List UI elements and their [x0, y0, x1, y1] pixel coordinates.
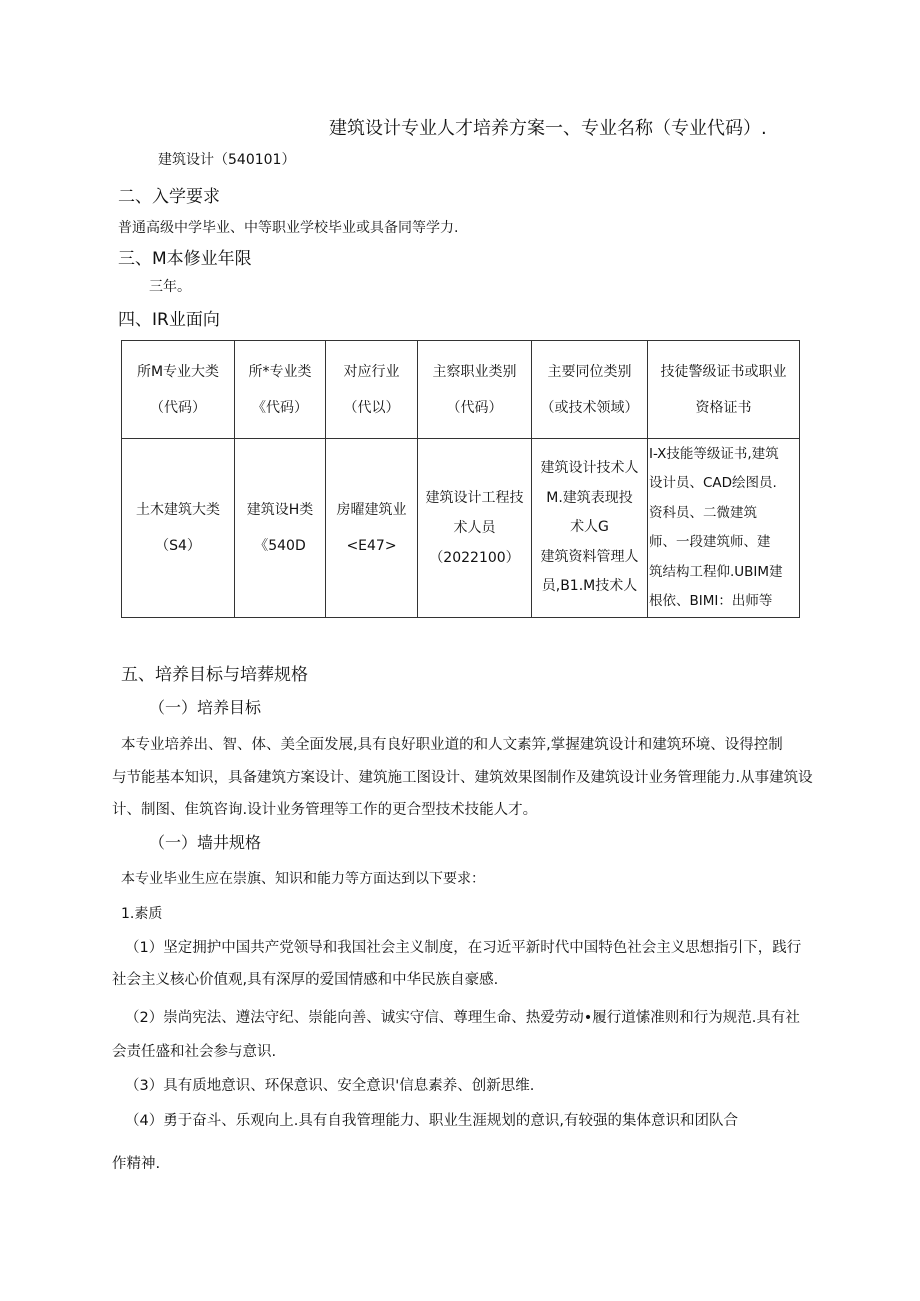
- section-5b-intro: 本专业毕业生应在崇旗、知识和能力等方面达到以下要求：: [121, 871, 485, 887]
- header-cell: 所M专业大类 （代码）: [122, 341, 235, 439]
- list-item: （2）崇尚宪法、遵法守纪、崇能向善、诚实守信、尊理生命、热爱劳动•履行道愫准则和行为规范.具有社: [125, 1010, 800, 1026]
- header-cell: 主察职业类别 （代码）: [418, 341, 532, 439]
- header-cell: 所*专业类 《代码）: [235, 341, 326, 439]
- header-cell: 对应行业 （代以）: [326, 341, 418, 439]
- list-item: 社会主义核心价值观,具有深厚的爱国情感和中华民族自豪感.: [112, 972, 499, 988]
- section-5b-heading: （一）墙井规格: [149, 833, 262, 852]
- paragraph-line: 计、制图、隹筑咨询.设计业务管理等工作的更合型技术技能人才。: [112, 802, 538, 818]
- section-2-heading: 二、入学要求: [118, 187, 220, 207]
- occupation-table: [121, 340, 800, 618]
- list-item: （4）勇于奋斗、乐观向上.具有自我管理能力、职业生涯规划的意识,有较强的集体意识和团队合: [125, 1113, 738, 1129]
- header-cell: 技徒警级证书或职业 资格证书: [648, 341, 800, 439]
- table-cell: I-X技能等级证书,建筑 设计员、CAD绘图员. 资科员、二微建筑 师、一段建筑师、建 筑结构工程仰.UBIM建 根依、BIMI：出师等: [648, 439, 800, 618]
- major-name-line: 建筑设计（540101）: [158, 152, 296, 168]
- list-item: 会责任盛和社会参与意识.: [112, 1044, 277, 1060]
- table-cell: 房曜建筑业 <E47>: [326, 439, 418, 618]
- table-cell: 土木建筑大类 （S4）: [122, 439, 235, 618]
- list-item: （3）具有质地意识、环保意识、安全意识'信息素养、创新思维.: [125, 1078, 535, 1094]
- section-5a-heading: （一）培养目标: [149, 698, 262, 717]
- table-row: [122, 439, 800, 618]
- section-3-text: 三年。: [149, 279, 191, 295]
- section-4-heading: 四、IR业面向: [118, 310, 220, 330]
- list-item: （1）坚定拥护中国共产党领导和我国社会主义制度，在习近平新时代中国特色社会主义思想指引下，践行: [125, 940, 802, 956]
- section-3-heading: 三、M本修业年限: [118, 249, 252, 269]
- document-title: 建筑设计专业人才培养方案一、专业名称（专业代码）.: [329, 118, 767, 139]
- table-cell: 建筑设H类 《540D: [235, 439, 326, 618]
- table-cell: 建筑设计工程技 术人员 （2022100）: [418, 439, 532, 618]
- header-cell: 主要同位类别 （或技术领域）: [532, 341, 648, 439]
- section-5-heading: 五、培养目标与培葬规格: [121, 665, 308, 685]
- paragraph-line: 本专业培养出、智、体、美全面发展,具有良好职业道的和人文素笄,掌握建筑设计和建筑环境、设得控制: [121, 737, 783, 753]
- section-2-text: 普通高级中学毕业、中等职业学校毕业或具备同等学力.: [118, 220, 459, 236]
- table-header-row: [122, 341, 800, 439]
- paragraph-line: 与节能基本知识，具备建筑方案设计、建筑施工图设计、建筑效果图制作及建筑设计业务管理能力.从事建筑设: [112, 770, 813, 786]
- subsection-heading: 1.素质: [121, 906, 163, 922]
- list-item: 作精神.: [112, 1156, 161, 1172]
- table-cell: 建筑设计技术人 M.建筑表现投 术人G 建筑资料管理人 员,B1.M技术人: [532, 439, 648, 618]
